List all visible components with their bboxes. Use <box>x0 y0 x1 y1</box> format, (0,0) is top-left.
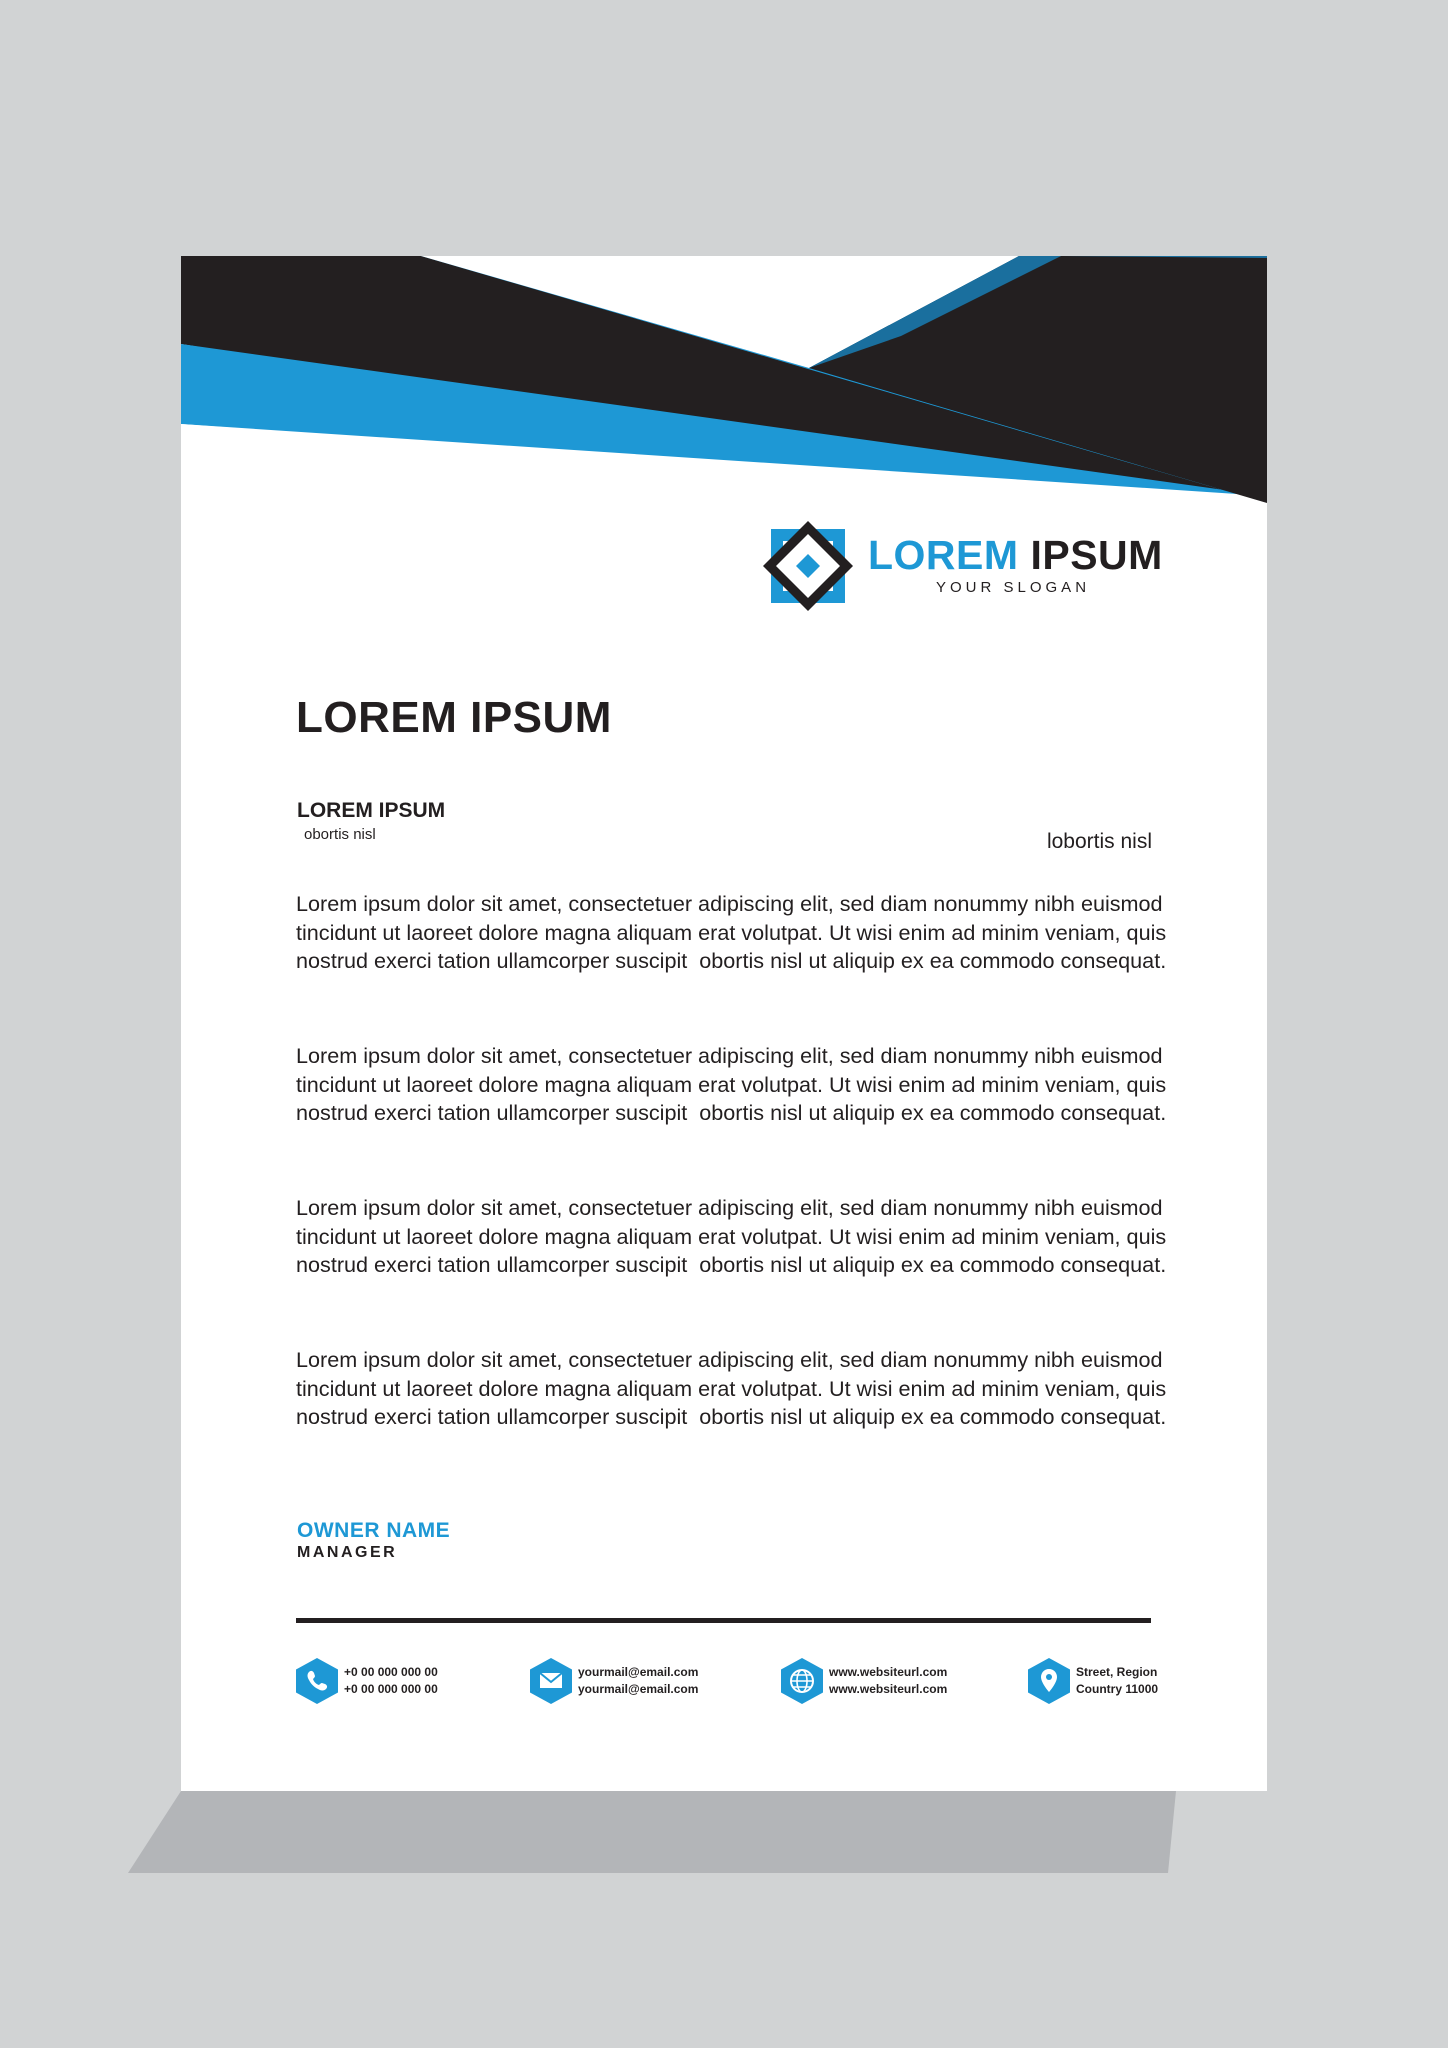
recipient-name: LOREM IPSUM <box>297 799 446 822</box>
header-graphic <box>181 256 1267 516</box>
logo-name-part2: IPSUM <box>1030 532 1163 578</box>
phone-line-2: +0 00 000 000 00 <box>344 1682 438 1696</box>
body-paragraph: Lorem ipsum dolor sit amet, consectetuer adipiscing elit, sed diam nonummy nibh euismod tincidunt ut laoreet dolore magna aliquam erat volutpat. Ut wisi enim ad minim veniam, quis nostrud exerci tation ullamcorper suscipit obortis nisl ut aliquip ex ea commodo consequat. <box>296 1195 1167 1277</box>
contact-email <box>530 1658 720 1704</box>
letterhead-page <box>181 256 1267 1791</box>
address-line-2: Country 11000 <box>1076 1682 1159 1696</box>
email-line-2: yourmail@email.com <box>578 1682 699 1696</box>
document-title: LOREM IPSUM <box>296 693 612 742</box>
date-line: lobortis nisl <box>1046 830 1152 853</box>
body-paragraph: Lorem ipsum dolor sit amet, consectetuer adipiscing elit, sed diam nonummy nibh euismod tincidunt ut laoreet dolore magna aliquam erat volutpat. Ut wisi enim ad minim veniam, quis nostrud exerci tation ullamcorper suscipit obortis nisl ut aliquip ex ea commodo consequat. <box>296 1043 1167 1125</box>
logo-slogan: YOUR SLOGAN <box>936 579 1091 596</box>
address-line-1: Street, Region <box>1076 1665 1158 1679</box>
diamond-logo-icon <box>763 521 853 611</box>
contact-phone <box>296 1658 456 1704</box>
globe-icon <box>781 1658 823 1704</box>
logo-name-part1: LOREM <box>868 532 1019 578</box>
footer-divider <box>296 1618 1151 1623</box>
email-line-1: yourmail@email.com <box>578 1665 699 1679</box>
recipient-subline: obortis nisl <box>304 826 376 843</box>
phone-icon <box>296 1658 338 1704</box>
website-line-1: www.websiteurl.com <box>829 1665 948 1679</box>
mail-icon <box>530 1658 572 1704</box>
company-logo <box>763 521 1163 611</box>
signature-name: OWNER NAME <box>297 1519 451 1542</box>
phone-line-1: +0 00 000 000 00 <box>344 1665 438 1679</box>
logo-wordmark <box>868 532 1163 578</box>
contact-website <box>781 1658 971 1704</box>
signature-title: MANAGER <box>297 1544 398 1561</box>
body-paragraph: Lorem ipsum dolor sit amet, consectetuer adipiscing elit, sed diam nonummy nibh euismod tincidunt ut laoreet dolore magna aliquam erat volutpat. Ut wisi enim ad minim veniam, quis nostrud exerci tation ullamcorper suscipit obortis nisl ut aliquip ex ea commodo consequat. <box>296 1347 1167 1429</box>
location-pin-icon <box>1028 1658 1070 1704</box>
website-line-2: www.websiteurl.com <box>829 1682 948 1696</box>
body-paragraph: Lorem ipsum dolor sit amet, consectetuer adipiscing elit, sed diam nonummy nibh euismod tincidunt ut laoreet dolore magna aliquam erat volutpat. Ut wisi enim ad minim veniam, quis nostrud exerci tation ullamcorper suscipit obortis nisl ut aliquip ex ea commodo consequat. <box>296 891 1167 973</box>
contact-address <box>1028 1658 1168 1704</box>
